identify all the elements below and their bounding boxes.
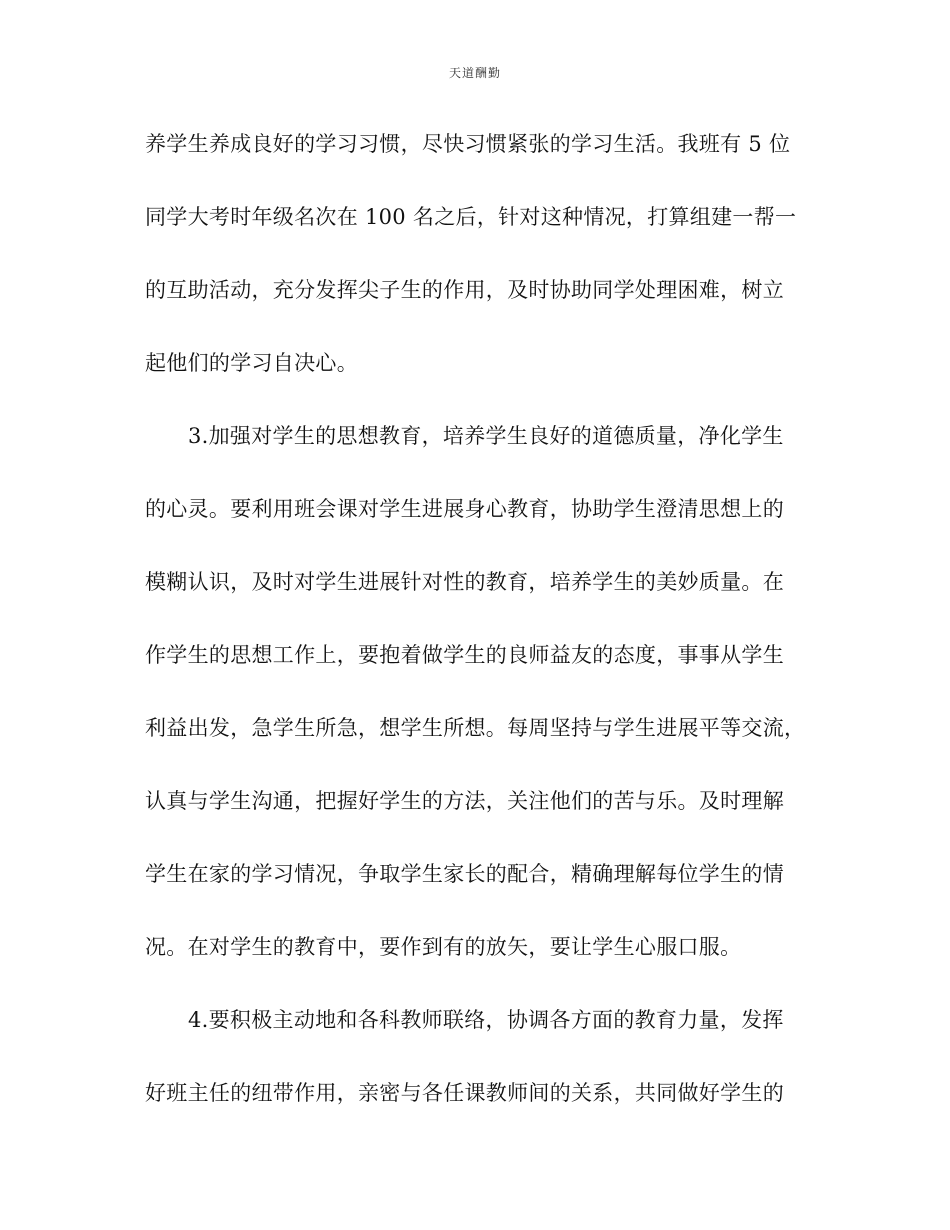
text-line: 养学生养成良好的学习习惯，尽快习惯紧张的学习生活。我班有 5 位 bbox=[145, 132, 791, 156]
text-line: 起他们的学习自决心。 bbox=[145, 351, 358, 375]
text-line: 作学生的思想工作上，要抱着做学生的良师益友的态度，事事从学生 bbox=[145, 643, 784, 667]
text-line: 况。在对学生的教育中，要作到有的放矢，要让学生心服口服。 bbox=[145, 935, 742, 959]
paragraph-start-line: 4.要积极主动地和各科教师联络，协调各方面的教育力量，发挥 bbox=[188, 1008, 784, 1032]
page-header: 天道酬勤 bbox=[448, 66, 501, 80]
text-line: 好班主任的纽带作用，亲密与各任课教师间的关系，共同做好学生的 bbox=[145, 1081, 784, 1105]
document-body bbox=[145, 124, 815, 1146]
text-line: 同学大考时年级名次在 100 名之后，针对这种情况，打算组建一帮一 bbox=[145, 205, 797, 229]
text-line: 的互助活动，充分发挥尖子生的作用，及时协助同学处理困难，树立 bbox=[145, 278, 784, 302]
text-line: 利益出发，急学生所急，想学生所想。每周坚持与学生进展平等交流， bbox=[145, 716, 806, 740]
text-line: 学生在家的学习情况，争取学生家长的配合，精确理解每位学生的情 bbox=[145, 862, 784, 886]
text-line: 的心灵。要利用班会课对学生进展身心教育，协助学生澄清思想上的 bbox=[145, 497, 784, 521]
text-line: 模糊认识，及时对学生进展针对性的教育，培养学生的美妙质量。在 bbox=[145, 570, 784, 594]
text-line: 认真与学生沟通，把握好学生的方法，关注他们的苦与乐。及时理解 bbox=[145, 789, 784, 813]
paragraph-start-line: 3.加强对学生的思想教育，培养学生良好的道德质量，净化学生 bbox=[188, 424, 784, 448]
